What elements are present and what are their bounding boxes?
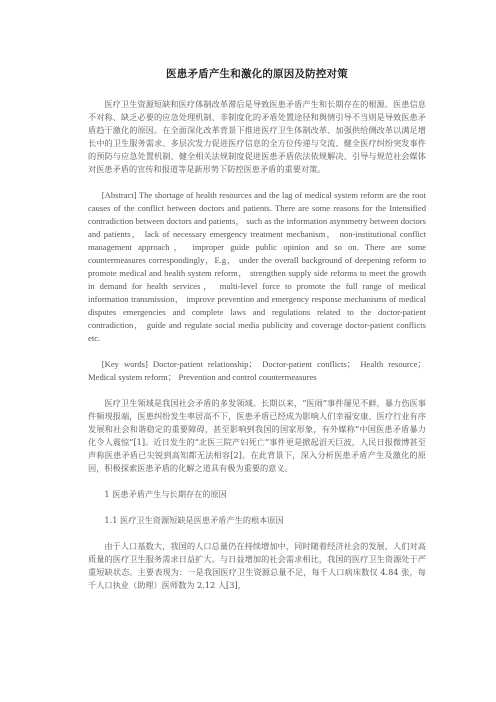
chinese-abstract: 医疗卫生资源短缺和医疗体制改革滞后是导致医患矛盾产生和长期存在的根源。医患信息不对称、缺乏必要的应急处理机制、非制度化的矛盾处置途径和舆情引导不当则是导致医患矛盾趋于激化的原因。在全面深化改革背景下推进医疗卫生体制改革、加强供给侧改革以满足增长中的卫生服务需求、多层次发力促进医疗信息的全方位传递与交流、健全医疗纠纷突发事件的预防与应急处置机制、健全相关法规制度促进医患矛盾依法依规解决、引导与规范社会媒体对医患矛盾的宣传和报道等是新形势下防控医患矛盾的重要对策。 <box>88 99 426 174</box>
body-paragraph: 由于人口基数大，我国的人口总量仍在持续增加中，同时随着经济社会的发展，人们对高质量的医疗卫生服务需求日益扩大。与日益增加的社会需求相比，我国的医疗卫生资源处于严重短缺状态。主要表现为：一是我国医疗卫生资源总量不足，每千人口病床数仅 4.84 张，每千人口执业（助理）医师数为 2.12 人[3]， <box>88 541 426 590</box>
introduction-paragraph: 医疗卫生领域是我国社会矛盾的多发领域。长期以来，“医闹”事件屡见不鲜，暴力伤医事件频现报端，医患纠纷发生率居高不下，医患矛盾已经成为影响人们幸福安康、医疗行业有序发展和社会和谐稳定的重要障碍，甚至影响到我国的国家形象，有外媒称“中国医患矛盾暴力化令人震惊”[1]。近日发生的“北医三院产妇死亡”事件更是掀起滔天巨波，人民日报微博甚至声称医患矛盾已尖锐到高知都无法相容[2]。在此背景下，深入分析医患矛盾产生及激化的原因，积极探索医患矛盾的化解之道具有极为重要的意义。 <box>88 398 426 473</box>
subsection-heading-1-1: 1.1 医疗卫生资源短缺是医患矛盾产生的根本原因 <box>104 515 284 525</box>
english-abstract: [Abstract] The shortage of health resources and the lag of medical system reform are the root causes of the conflict between doctors and patients. There are some reasons for the Intensified contradiction between doctors and patients， such as the information asymmetry between doctors and patients， lack of necessary emergency treatment mechanism， non-institutional conflict management approach， improper guide public opinion and so on. There are some countermeasures correspondingly，E.g， under the overall background of deepening reform to promote medical and health system reform， strengthen supply side reforms to meet the growth in demand for health services， multi-level force to promote the full range of medical information transmission， improve prevention and emergency response mechanisms of medical disputes emergencies and complete laws and regulations related to the doctor-patient contradiction， guide and regulate social media publicity and coverage doctor-patient conflicts etc. <box>88 190 426 343</box>
paper-title: 医患矛盾产生和激化的原因及防控对策 <box>166 68 348 80</box>
english-keywords: [Key words] Doctor-patient relationship； Doctor-patient conflicts； Health resource； Medical system reform； Prevention and control countermeasures <box>88 359 426 382</box>
section-heading-1: 1 医患矛盾产生与长期存在的原因 <box>104 489 227 499</box>
